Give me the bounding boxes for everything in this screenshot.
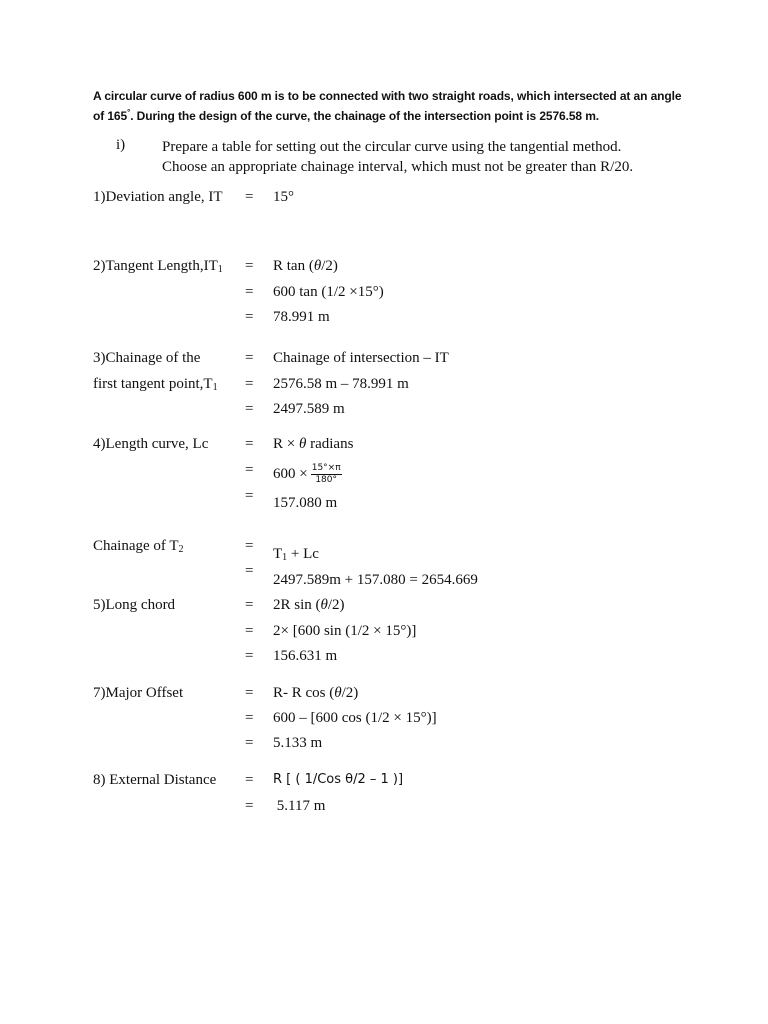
equals-sign: = bbox=[245, 597, 254, 613]
problem-statement bbox=[93, 87, 683, 126]
subscript: 1 bbox=[212, 382, 218, 393]
item-number: i) bbox=[116, 137, 126, 153]
formula-text: /2) bbox=[321, 258, 338, 274]
item-instruction-line1: Prepare a table for setting out the circular curve using the tangential method. bbox=[162, 139, 622, 155]
chainage-t1-formula: Chainage of intersection – IT bbox=[273, 350, 449, 366]
fraction-denominator: 180° bbox=[311, 474, 342, 486]
long-chord-formula bbox=[273, 595, 345, 615]
long-chord-label: 5)Long chord bbox=[93, 597, 176, 613]
equals-sign: = bbox=[245, 710, 254, 726]
equals-sign: = bbox=[245, 401, 254, 417]
curve-length-substitution bbox=[273, 462, 342, 486]
theta-symbol: θ bbox=[313, 258, 322, 274]
deviation-angle-value: 15° bbox=[273, 189, 294, 205]
external-distance-formula: R [ ( 1/Cos θ/2 – 1 )] bbox=[273, 772, 404, 787]
equals-sign: = bbox=[245, 685, 254, 701]
formula-text: R × bbox=[273, 436, 299, 452]
degree-symbol: ° bbox=[127, 107, 131, 117]
subscript: 1 bbox=[282, 552, 288, 563]
chainage-t2-label bbox=[93, 536, 184, 556]
equals-sign: = bbox=[245, 563, 254, 579]
problem-text-part2: . During the design of the curve, the chainage of the intersection point is 2576.58 m. bbox=[130, 108, 600, 123]
subscript: 2 bbox=[178, 544, 184, 555]
formula-text: /2) bbox=[327, 597, 345, 613]
equals-sign: = bbox=[245, 772, 254, 788]
major-offset-label: 7)Major Offset bbox=[93, 685, 184, 701]
tangent-length-substitution: 600 tan (1/2 ×15°) bbox=[273, 284, 384, 300]
long-chord-result: 156.631 m bbox=[273, 648, 338, 664]
major-offset-formula bbox=[273, 683, 358, 703]
curve-length-label: 4)Length curve, Lc bbox=[93, 436, 209, 452]
curve-length-formula bbox=[273, 434, 353, 454]
item-instruction-line2: Choose an appropriate chainage interval, which must not be greater than R/20. bbox=[162, 159, 634, 175]
chainage-t2-label-text: Chainage of T bbox=[93, 538, 179, 554]
chainage-t1-substitution: 2576.58 m – 78.991 m bbox=[273, 376, 409, 392]
tangent-length-label-text: 2)Tangent Length,IT bbox=[93, 258, 218, 274]
major-offset-result: 5.133 m bbox=[273, 735, 323, 751]
tangent-length-result: 78.991 m bbox=[273, 309, 330, 325]
equals-sign: = bbox=[245, 189, 254, 205]
formula-text: /2) bbox=[341, 685, 359, 701]
formula-text: R- R cos ( bbox=[273, 685, 335, 701]
chainage-t2-formula bbox=[273, 544, 319, 564]
theta-symbol: θ bbox=[320, 597, 328, 613]
equals-sign: = bbox=[245, 488, 254, 504]
chainage-t1-result: 2497.589 m bbox=[273, 401, 345, 417]
formula-text: radians bbox=[306, 436, 354, 452]
problem-text-part1: A circular curve of radius 600 m is to be connected with two straight roads, which intersected at an angle of 165 bbox=[93, 89, 682, 123]
equals-sign: = bbox=[245, 462, 254, 478]
formula-text: + Lc bbox=[287, 546, 319, 562]
major-offset-substitution: 600 – [600 cos (1/2 × 15°)] bbox=[273, 710, 437, 726]
chainage-t1-label-text: first tangent point,T bbox=[93, 376, 213, 392]
equals-sign: = bbox=[245, 284, 254, 300]
fraction-numerator: 15°×π bbox=[311, 463, 341, 474]
subscript: 1 bbox=[217, 264, 223, 275]
equals-sign: = bbox=[245, 623, 254, 639]
item-instructions bbox=[162, 137, 682, 177]
curve-length-result: 157.080 m bbox=[273, 495, 338, 511]
equals-sign: = bbox=[245, 735, 254, 751]
equals-sign: = bbox=[245, 798, 254, 814]
chainage-t1-label-line2 bbox=[93, 374, 218, 394]
theta-symbol: θ bbox=[298, 436, 307, 452]
equals-sign: = bbox=[245, 376, 254, 392]
formula-text: 600 × bbox=[273, 466, 308, 482]
chainage-t1-label-line1: 3)Chainage of the bbox=[93, 350, 201, 366]
tangent-length-formula bbox=[273, 256, 338, 276]
formula-text: 2R sin ( bbox=[273, 597, 321, 613]
equals-sign: = bbox=[245, 309, 254, 325]
external-distance-label: 8) External Distance bbox=[93, 772, 217, 788]
deviation-angle-label: 1)Deviation angle, IT bbox=[93, 189, 223, 205]
equals-sign: = bbox=[245, 436, 254, 452]
equals-sign: = bbox=[245, 648, 254, 664]
long-chord-substitution: 2× [600 sin (1/2 × 15°)] bbox=[273, 623, 417, 639]
formula-text: R tan ( bbox=[273, 258, 314, 274]
formula-text: T bbox=[273, 546, 283, 562]
angle-fraction bbox=[311, 463, 342, 486]
equals-sign: = bbox=[245, 258, 254, 274]
equals-sign: = bbox=[245, 538, 254, 554]
theta-symbol: θ bbox=[334, 685, 342, 701]
external-distance-result: 5.117 m bbox=[273, 798, 326, 814]
equals-sign: = bbox=[245, 350, 254, 366]
chainage-t2-result: 2497.589m + 157.080 = 2654.669 bbox=[273, 572, 478, 588]
tangent-length-label bbox=[93, 256, 223, 276]
